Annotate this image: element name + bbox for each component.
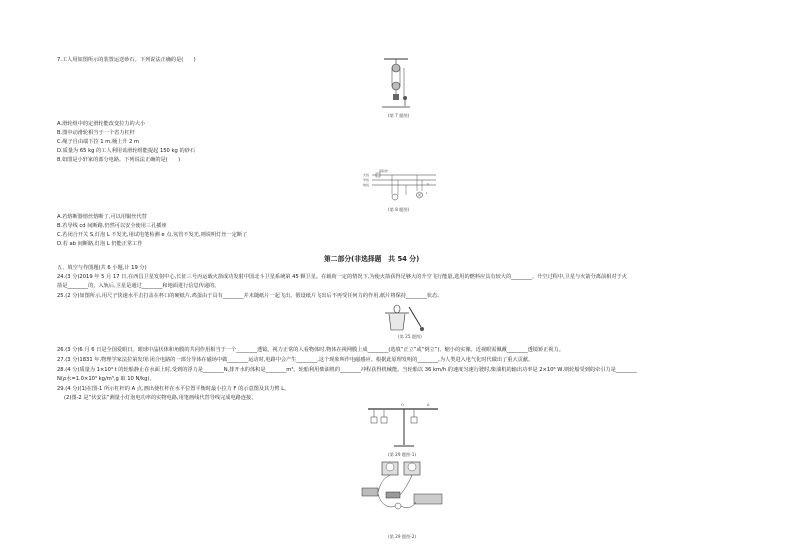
q24-line2: 箭是________的。入轨后,卫星是通过________和地面进行信息传递的。 bbox=[57, 283, 220, 289]
circuit-label-neutral: 零线 bbox=[363, 178, 370, 182]
q25-text: 25.(2 分)如图所示,用尺子快速水平击打盖在杯口的硬纸片,鸡蛋由于具有________并未随纸片一起飞出。假设纸片飞出后不再受任何力的作用,纸片将保持________状态。 bbox=[57, 293, 443, 299]
circuit-label-ground: 地线 bbox=[363, 183, 370, 187]
q29-caption2: (第 29 题图-2) bbox=[388, 534, 416, 539]
q24-line1: 24.(3 分)2019 年 5 月 17 日,在西昌卫星发射中心,长征三号丙运载火箭成功发射中国北斗卫星系统第 45 颗卫星。在载荷一定的情况下,为使火箭获得足够大的升空飞行能量,选用的燃料应具有较大的________。升空过程中,卫星与火箭分离前相对于火 bbox=[57, 274, 627, 280]
q28-line1: 28.(4 分)质量为 1×10⁴ t 的轮船静止在水面上时,受到的浮力是________N,排开水的体积是________m³。轮船利用柴油机的________冲程获得机械能。当轮船以 36 km/h 的速度匀速行驶时,柴油机的输出功率是 2×10⁶ W,则轮船受到的牵引力是________ bbox=[57, 367, 637, 373]
q8-option-d: D.若 ab 间断路,灯泡 L 仍能正常工作 bbox=[57, 241, 143, 247]
lever-label-a: A bbox=[427, 403, 430, 407]
q7-option-d: D.质量为 65 kg 的工人利用该滑轮组能提起 150 kg 的砂石 bbox=[57, 148, 196, 154]
q8-caption: (第 8 题图) bbox=[388, 207, 410, 212]
q7-stem: 7.工人用如图所示的装置运送砂石。下列说法正确的是( ) bbox=[57, 57, 196, 63]
egg-cup-figure bbox=[381, 303, 425, 333]
circuit-label-live: 火线 bbox=[363, 173, 370, 177]
part2-title: 第二部分(非选择题 共 54 分) bbox=[324, 255, 420, 263]
q27-text: 27.(3 分)1831 年,物理学家法拉第发现:闭合电路的一部分导体在磁场中做________运动时,电路中会产生________,这个现象叫作电磁感应。根据此原理发明的________,为人类进入电气化时代做出了重大贡献。 bbox=[57, 357, 534, 363]
circuit-label-switch: S bbox=[427, 182, 429, 186]
q8-stem: 8.如图是小轩家的部分电路。下列说法正确的是( ) bbox=[57, 157, 181, 163]
circuit-label-lamp: L bbox=[426, 191, 428, 195]
q7-option-c: C.绳子自由端下拉 1 m,桶上升 2 m bbox=[57, 139, 140, 145]
q28-line2: N(ρ水=1.0×10³ kg/m³,g 取 10 N/kg)。 bbox=[57, 376, 155, 382]
q7-option-a: A.滑轮组中的定滑轮能改变拉力的大小 bbox=[57, 121, 146, 127]
lever-figure bbox=[366, 403, 440, 449]
q29-line2: (2)图-2 是“伏安法”测量小灯泡电功率的实物电路,用笔画线代替导线完成电路连接。 bbox=[64, 395, 257, 401]
q8-option-a: A.若熔断器熔丝熔断了,可以用铜丝代替 bbox=[57, 214, 147, 220]
meter-circuit-figure bbox=[358, 458, 448, 514]
q29-line1: 29.(4 分)(1)在图-1 所示杠杆的 A 点,画出使杠杆在水平位置平衡时最小拉力 F 的示意图及其力臂 L。 bbox=[57, 386, 290, 392]
q25-caption: (第 25 题图) bbox=[398, 334, 422, 339]
lever-label-o: O bbox=[401, 403, 404, 407]
section5-title: 五、填空与作图题(共 6 小题,计 19 分) bbox=[57, 265, 147, 271]
q8-option-b: B.若导线 cd 间断路,仍然可以安全使用三孔插座 bbox=[57, 223, 167, 229]
circuit-label-fuse: 保险丝 bbox=[379, 169, 389, 173]
q26-text: 26.(3 分)6 月 6 日是全国爱眼日。眼球中晶状体和角膜的共同作用相当于一个________透镜。视力正常的人看物体时,物体在视网膜上成________(选填“正立”或“倒立”)、缩小的实像。近视眼需佩戴________透镜矫正视力。 bbox=[57, 347, 564, 353]
q7-option-b: B.图中动滑轮相当于一个省力杠杆 bbox=[57, 130, 135, 136]
q8-option-c: C.若闭合开关 S,灯泡 L 不发光,用试电笔检测 e 点,氖管不发光,则说明灯丝一定断了 bbox=[57, 232, 248, 238]
q7-caption: (第 7 题图) bbox=[388, 113, 410, 118]
q29-caption1: (第 29 题图-1) bbox=[388, 452, 416, 457]
pulley-figure bbox=[382, 58, 410, 110]
